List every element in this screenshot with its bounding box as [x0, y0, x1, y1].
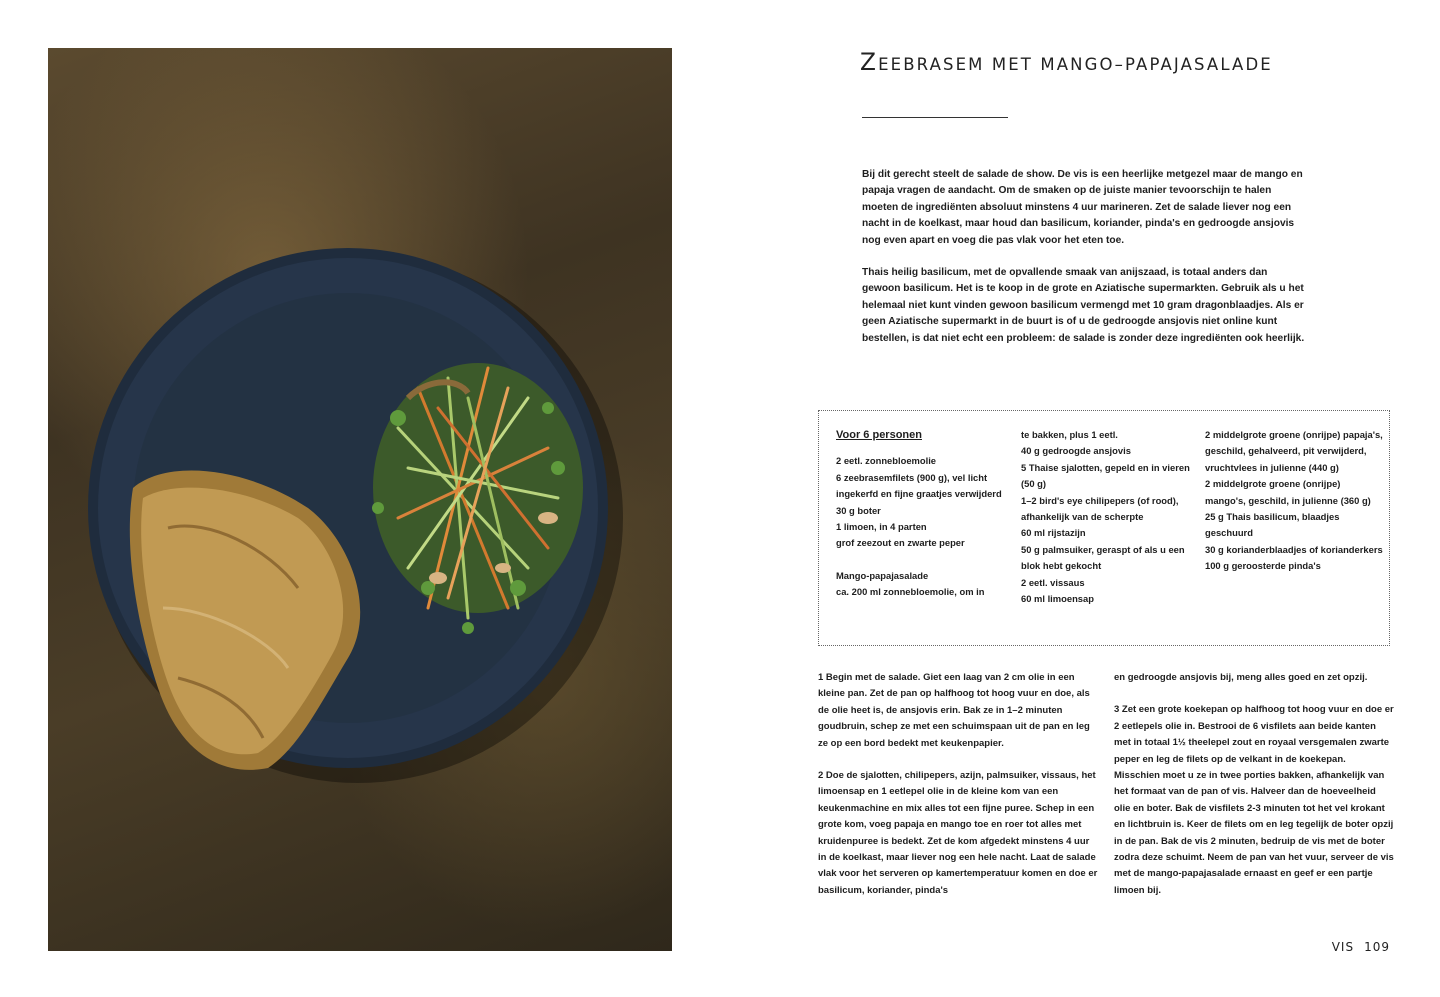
ingredient-item: 2 middelgrote groene (onrijpe) papaja's, geschild, gehalveerd, pit verwijderd, vruchtvlees in julienne (440 g)	[1205, 429, 1383, 473]
title-initial: Z	[860, 48, 879, 76]
ingredients-column-2	[1021, 427, 1199, 607]
page-folio	[1332, 940, 1390, 954]
ingredient-item: 50 g palmsuiker, geraspt of als u een blok hebt gekocht	[1021, 543, 1185, 572]
method-column-2	[1114, 670, 1394, 915]
page-number: 109	[1364, 940, 1390, 954]
method-column-1	[818, 670, 1100, 915]
ingredient-item: 60 ml rijstazijn	[1021, 527, 1086, 539]
method-step: en gedroogde ansjovis bij, meng alles goed en zet opzij.	[1114, 672, 1368, 683]
section-name: VIS	[1331, 940, 1355, 954]
title-rule	[862, 117, 1008, 118]
ingredient-item: 30 g boter	[836, 504, 881, 516]
ingredient-item: te bakken, plus 1 eetl.	[1021, 429, 1118, 440]
ingredient-item: 2 eetl. zonnebloemolie	[836, 455, 937, 467]
intro-paragraph: Thais heilig basilicum, met de opvallende smaak van anijszaad, is totaal anders dan gewoon basilicum. Het is te koop in de grote en Aziatische supermarkten. Gebruik als u het helemaal niet kunt vinden gewoon basilicum vermengd met 10 gram dragonblaadjes. Als er geen Aziatische supermarkt in de buurt is of u de gedroogde ansjovis niet online kunt bestellen, is dat niet echt een probleem: de salade is zonder deze ingrediënten ook heerlijk.	[862, 267, 1305, 344]
ingredients-column-3	[1205, 427, 1383, 575]
ingredient-item: 1–2 bird's eye chilipepers (of rood), afhankelijk van de scherpte	[1021, 494, 1179, 523]
ingredient-item: 6 zeebrasemfilets (900 g), vel licht ingekerfd en fijne graatjes verwijderd	[836, 471, 1002, 500]
ingredient-item: 30 g korianderblaadjes of korianderkers	[1205, 543, 1383, 555]
intro-paragraph: Bij dit gerecht steelt de salade de show. De vis is een heerlijke metgezel maar de mango en papaja vragen de aandacht. Om de smaken op de juiste manier tevoorschijn te halen moeten de ingrediënten absoluut minstens 4 uur marineren. Zet de salade liever nog een nacht in de koelkast, maar houd dan basilicum, koriander, pinda's en gedroogde ansjovis nog even apart en voeg die pas vlak voor het eten toe.	[862, 169, 1303, 246]
ingredient-item: 25 g Thais basilicum, blaadjes geschuurd	[1205, 511, 1340, 539]
recipe-photo	[48, 48, 672, 951]
ingredient-item: 5 Thaise sjalotten, gepeld en in vieren (50 g)	[1021, 461, 1190, 490]
ingredient-item: grof zeezout en zwarte peper	[836, 537, 965, 549]
ingredient-item: ca. 200 ml zonnebloemolie, om in	[836, 586, 985, 598]
ingredients-heading: Voor 6 personen	[836, 429, 922, 441]
recipe-title	[860, 48, 1364, 76]
ingredient-item: 40 g gedroogde ansjovis	[1021, 445, 1131, 457]
title-rest: EEBRASEM MET MANGO–PAPAJASALADE	[878, 55, 1273, 75]
method-step: 3 Zet een grote koekepan op halfhoog tot hoog vuur en doe er 2 eetlepels olie in. Bestrooi de 6 visfilets aan beide kanten met in totaal 1½ theelepel zout en royaal versgemalen zwarte peper en leg de filets op de velkant in de koekepan. Misschien moet u ze in twee porties bakken, afhankelijk van het formaat van de pan of vis. Halveer dan de hoeveelheid olie en boter. Bak de visfilets 2-3 minuten tot het vel krokant en lichtbruin is. Keer de filets om en leg tegelijk de boter opzij in de pan. Bak de vis 2 minuten, bedruip de vis met de boter zodra deze schuimt. Neem de pan van het vuur, serveer de vis met de mango-papajasalade ernaast en geef er een partje limoen bij.	[1114, 704, 1394, 896]
ingredients-column-1	[836, 427, 1006, 601]
recipe-intro	[862, 167, 1308, 363]
plate-illustration	[48, 48, 672, 951]
ingredient-item: 1 limoen, in 4 parten	[836, 521, 927, 533]
ingredients-box	[818, 410, 1390, 646]
ingredient-item: 2 middelgrote groene (onrijpe) mango's, geschild, in julienne (360 g)	[1205, 478, 1371, 506]
ingredient-item: 2 eetl. vissaus	[1021, 576, 1085, 588]
ingredient-item: 100 g geroosterde pinda's	[1205, 560, 1321, 572]
ingredient-subheading: Mango-papajasalade	[836, 569, 929, 581]
method-step: 2 Doe de sjalotten, chilipepers, azijn, palmsuiker, vissaus, het limoensap en 1 eetlepel olie in de kleine kom van een keukenmachine en mix alles tot een fijne puree. Schep in een grote kom, voeg papaja en mango toe en roer tot alles met kruidenpuree is bedekt. Zet de kom afgedekt minstens 4 uur in de koelkast, maar liever nog een hele nacht. Laat de salade vlak voor het serveren op kamertemperatuur komen en doe er basilicum, koriander, pinda's	[818, 770, 1098, 896]
method-step: 1 Begin met de salade. Giet een laag van 2 cm olie in een kleine pan. Zet de pan op halfhoog tot hoog vuur en doe, als de olie heet is, de ansjovis erin. Bak ze in 1–2 minuten goudbruin, schep ze met een schuimspaan uit de pan en leg ze op een bord bedekt met keukenpapier.	[818, 672, 1090, 749]
ingredient-item: 60 ml limoensap	[1021, 593, 1094, 605]
